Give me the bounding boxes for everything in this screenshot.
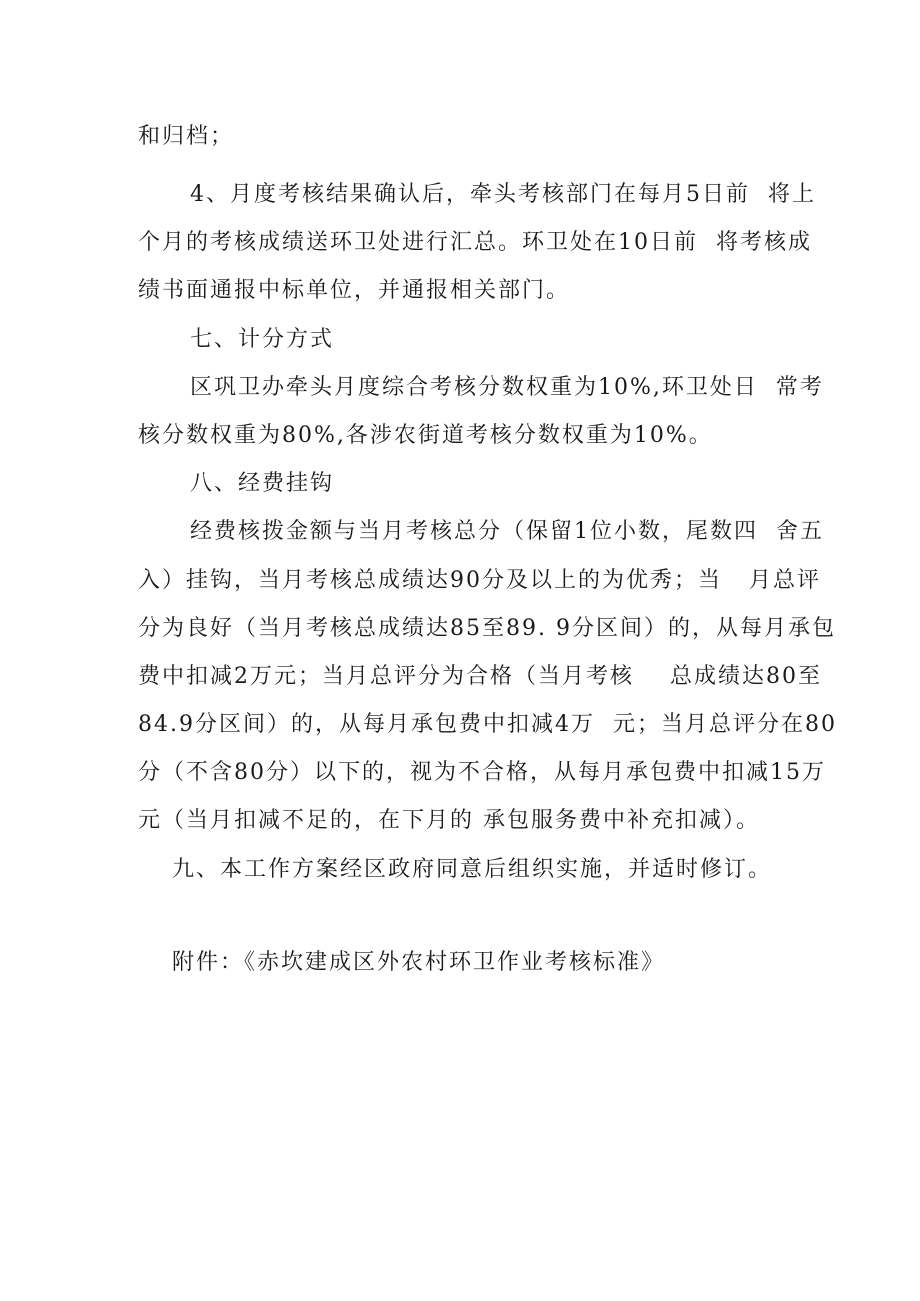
text-line: 分（不含80分）以下的，视为不合格，从每月承包费中扣减15万 <box>138 760 826 785</box>
section-heading-funding: 八、经费挂钩 <box>190 471 335 496</box>
text-line: 费中扣减2万元；当月总评分为合格（当月考核 总成绩达80至 <box>138 664 822 689</box>
text-line-item-4: 4、月度考核结果确认后，牵头考核部门在每月5日前 将上 <box>190 182 816 207</box>
text-line-archive: 和归档； <box>138 124 235 149</box>
text-line: 分为良好（当月考核总成绩达85至89. 9分区间）的，从每月承包 <box>138 616 836 641</box>
section-heading-scoring: 七、计分方式 <box>190 327 335 352</box>
text-line: 核分数权重为80%,各涉农街道考核分数权重为10%。 <box>138 423 713 448</box>
text-line-scoring-weights: 区巩卫办牵头月度综合考核分数权重为10%,环卫处日 常考 <box>190 375 824 400</box>
text-line: 个月的考核成绩送环卫处进行汇总。环卫处在10日前 将考核成 <box>138 230 812 255</box>
text-line-implementation: 九、本工作方案经区政府同意后组织实施，并适时修订。 <box>172 857 773 882</box>
text-line: 元（当月扣减不足的，在下月的 承包服务费中补充扣减）。 <box>138 808 760 833</box>
attachment-line: 附件：《赤坎建成区外农村环卫作业考核标准》 <box>172 950 666 975</box>
text-line: 绩书面通报中标单位，并通报相关部门。 <box>138 278 571 303</box>
text-line-funding: 经费核拨金额与当月考核总分（保留1位小数，尾数四 舍五 <box>190 519 824 544</box>
text-line: 84.9分区间）的，从每月承包费中扣减4万 元；当月总评分在80 <box>138 712 837 737</box>
text-line: 入）挂钩，当月考核总成绩达90分及以上的为优秀；当 月总评 <box>138 568 821 593</box>
